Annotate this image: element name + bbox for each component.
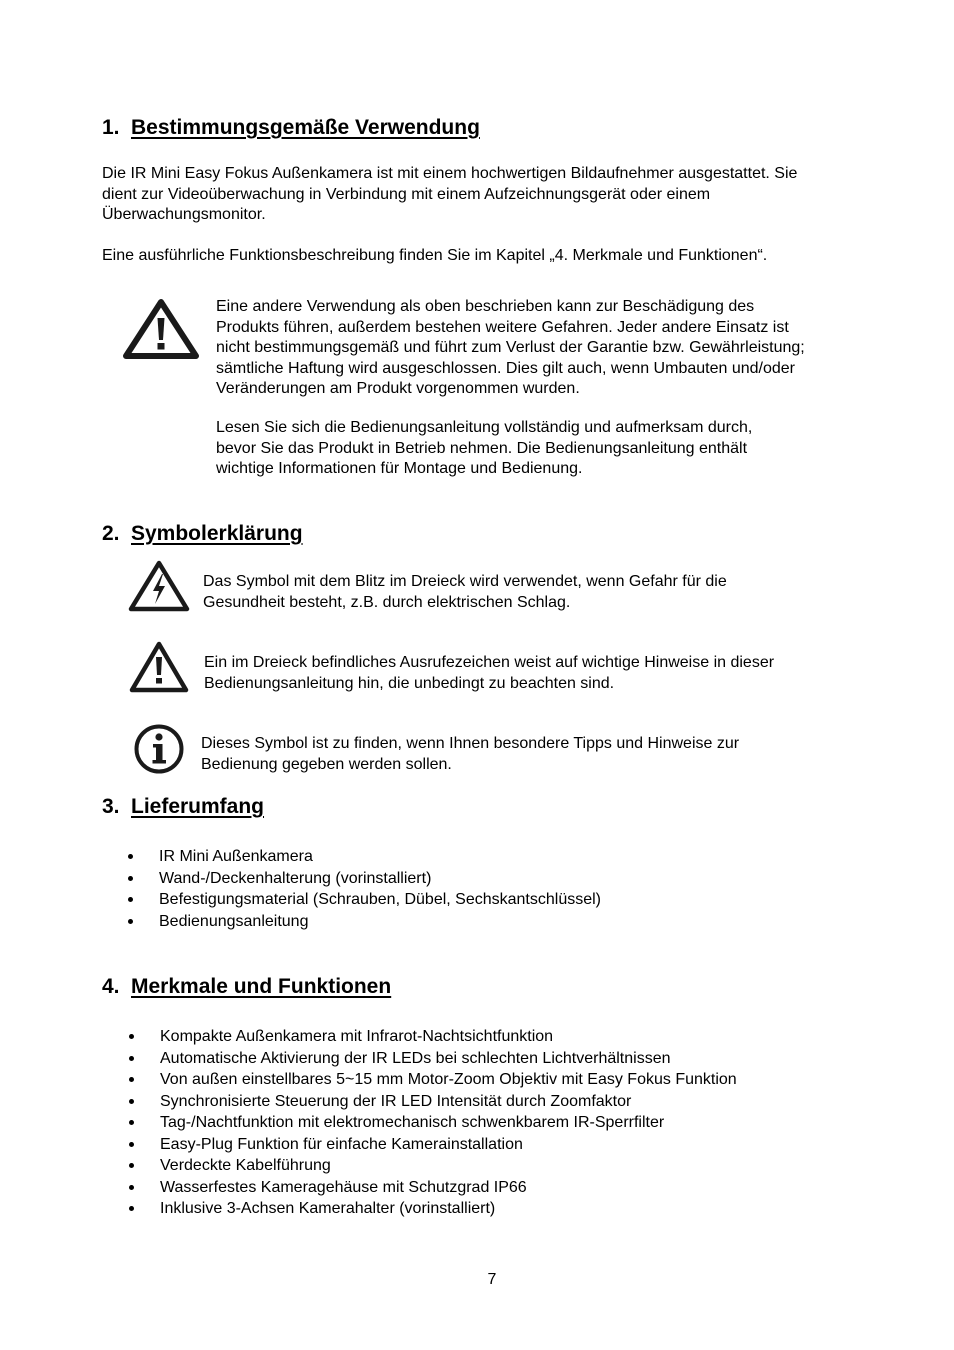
lightning-warning-icon (128, 560, 190, 612)
delivery-contents-list (102, 846, 882, 932)
read-manual-note (216, 418, 896, 480)
section-title: Merkmale und Funktionen (131, 975, 392, 998)
section-title: Symbolerklärung (131, 522, 303, 545)
list-item: Tag-/Nachtfunktion mit elektromechanisch schwenkbarem IR-Sperrfilter (103, 1112, 883, 1134)
text-line: nicht bestimmungsgemäß und führt zum Verlust der Garantie bzw. Gewährleistung; (216, 339, 805, 356)
text-line: dient zur Videoüberwachung in Verbindung mit einem Aufzeichnungsgerät oder einem (102, 185, 711, 203)
section-number: 1. (102, 116, 120, 139)
text-line: Dieses Symbol ist zu finden, wenn Ihnen besondere Tipps und Hinweise zur (201, 735, 740, 752)
list-item: Automatische Aktivierung der IR LEDs bei schlechten Lichtverhältnissen (103, 1048, 883, 1070)
list-item: Von außen einstellbares 5~15 mm Motor-Zoom Objektiv mit Easy Fokus Funktion (103, 1069, 883, 1091)
exclamation-warning-icon (123, 298, 199, 360)
intended-use-paragraph (102, 164, 882, 226)
list-item: Bedienungsanleitung (102, 911, 882, 933)
section-1-heading (102, 116, 480, 140)
section-title: Lieferumfang (131, 795, 265, 818)
list-item: Wasserfestes Kameragehäuse mit Schutzgrad IP66 (103, 1177, 883, 1199)
symbol-description-info (201, 734, 881, 775)
section-4-heading (102, 975, 391, 999)
function-reference-paragraph: Eine ausführliche Funktionsbeschreibung finden Sie im Kapitel „4. Merkmale und Funktionen“. (102, 247, 768, 264)
section-title: Bestimmungsgemäße Verwendung (131, 116, 480, 139)
symbol-description-exclamation (204, 653, 884, 694)
text-line: Eine andere Verwendung als oben beschrieben kann zur Beschädigung des (216, 298, 755, 315)
text-line: sämtliche Haftung wird ausgeschlossen. Dies gilt auch, wenn Umbauten und/oder (216, 359, 795, 377)
text-line: bevor Sie das Produkt in Betrieb nehmen. Die Bedienungsanleitung enthält (216, 439, 748, 457)
list-item: Inklusive 3-Achsen Kamerahalter (vorinstalliert) (103, 1198, 883, 1220)
text-line: Bedienungsanleitung hin, die unbedingt zu beachten sind. (204, 674, 615, 692)
list-item: Kompakte Außenkamera mit Infrarot-Nachtsichtfunktion (103, 1026, 883, 1048)
list-item: Verdeckte Kabelführung (103, 1155, 883, 1177)
text-line: Bedienung gegeben werden sollen. (201, 755, 452, 773)
warning-note (216, 297, 896, 400)
section-number: 3. (102, 795, 120, 818)
text-line: Die IR Mini Easy Fokus Außenkamera ist mit einem hochwertigen Bildaufnehmer ausgestattet. Sie (102, 165, 798, 182)
text-line: Lesen Sie sich die Bedienungsanleitung vollständig und aufmerksam durch, (216, 419, 753, 436)
text-line: wichtige Informationen für Montage und Bedienung. (216, 460, 583, 477)
exclamation-warning-icon (129, 641, 189, 693)
list-item: Befestigungsmaterial (Schrauben, Dübel, Sechskantschlüssel) (102, 889, 882, 911)
info-icon (133, 723, 185, 775)
page-number: 7 (487, 1271, 497, 1288)
list-item: Synchronisierte Steuerung der IR LED Intensität durch Zoomfaktor (103, 1091, 883, 1113)
text-line: Überwachungsmonitor. (102, 206, 266, 223)
text-line: Produkts führen, außerdem bestehen weitere Gefahren. Jeder andere Einsatz ist (216, 318, 789, 336)
text-line: Ein im Dreieck befindliches Ausrufezeichen weist auf wichtige Hinweise in dieser (204, 654, 775, 671)
section-2-heading (102, 522, 303, 546)
symbol-description-lightning (203, 572, 883, 613)
text-line: Das Symbol mit dem Blitz im Dreieck wird verwendet, wenn Gefahr für die (203, 573, 727, 590)
section-number: 4. (102, 975, 120, 998)
list-item: Easy-Plug Funktion für einfache Kamerainstallation (103, 1134, 883, 1156)
text-line: Gesundheit besteht, z.B. durch elektrischen Schlag. (203, 593, 571, 611)
section-3-heading (102, 795, 264, 819)
features-list (103, 1026, 883, 1220)
list-item: Wand-/Deckenhalterung (vorinstalliert) (102, 868, 882, 890)
list-item: IR Mini Außenkamera (102, 846, 882, 868)
section-number: 2. (102, 522, 120, 545)
text-line: Veränderungen am Produkt vorgenommen wurden. (216, 380, 580, 397)
